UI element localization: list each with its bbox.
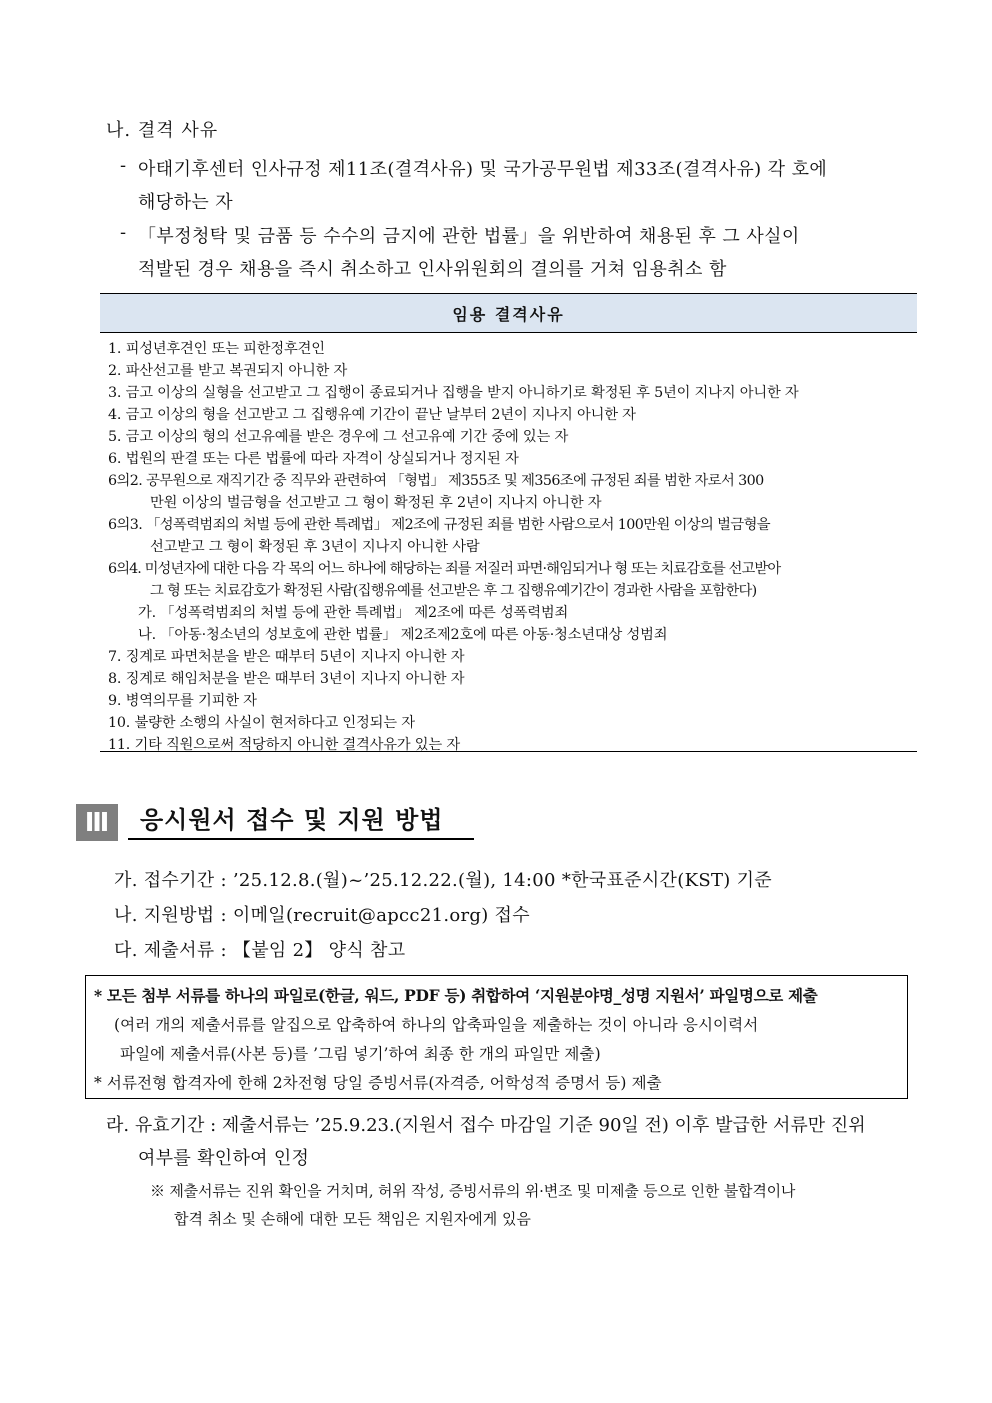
bullet-text: 「부정청탁 및 금품 등 수수의 금지에 관한 법률」을 위반하여 채용된 후 그 사실이 [138, 226, 800, 247]
table-row: 11. 기타 직원으로써 적당하지 아니한 결격사유가 있는 자 [108, 737, 460, 753]
submission-notice-box [85, 975, 908, 1099]
section-title: 응시원서 접수 및 지원 방법 [128, 800, 474, 840]
table-row: 6의4. 미성년자에 대한 다음 각 목의 어느 하나에 해당하는 죄를 저질러 파면·해임되거나 형 또는 치료감호를 선고받아 [108, 561, 781, 577]
validity-period-continuation: 여부를 확인하여 인정 [138, 1148, 310, 1169]
bullet-text: 적발된 경우 채용을 즉시 취소하고 인사위원회의 결의를 거쳐 임용취소 함 [138, 259, 727, 280]
table-row: 10. 불량한 소행의 사실이 현저하다고 인정되는 자 [108, 715, 415, 731]
table-subrow: 나. 「아동·청소년의 성보호에 관한 법률」 제2조제2호에 따른 아동·청소년대상 성범죄 [138, 627, 668, 643]
responsibility-note: ※ 제출서류는 진위 확인을 거치며, 허위 작성, 증빙서류의 위·변조 및 미제출 등으로 인한 불합격이나 [150, 1182, 796, 1200]
table-row: 7. 징계로 파면처분을 받은 때부터 5년이 지나지 아니한 자 [108, 649, 465, 665]
required-documents: 다. 제출서류 : 【붙임 2】 양식 참고 [114, 940, 406, 961]
notice-line: (여러 개의 제출서류를 알집으로 압축하여 하나의 압축파일을 제출하는 것이 아니라 응시이력서 [114, 1016, 759, 1034]
notice-line: * 서류전형 합격자에 한해 2차전형 당일 증빙서류(자격증, 어학성적 증명서 등) 제출 [94, 1074, 662, 1092]
table-row: 3. 금고 이상의 실형을 선고받고 그 집행이 종료되거나 집행을 받지 아니하기로 확정된 후 5년이 지나지 아니한 자 [108, 385, 799, 401]
table-row: 6의3. 「성폭력범죄의 처벌 등에 관한 특례법」 제2조에 규정된 죄를 범한 사람으로서 100만원 이상의 벌금형을 [108, 517, 771, 533]
notice-line: 파일에 제출서류(사본 등)를 ’그림 넣기’하여 최종 한 개의 파일만 제출) [120, 1045, 601, 1063]
validity-period: 라. 유효기간 : 제출서류는 ’25.9.23.(지원서 접수 마감일 기준 90일 전) 이후 발급한 서류만 진위 [106, 1115, 866, 1136]
table-title: 임용 결격사유 [100, 294, 917, 333]
notice-line: * 모든 첨부 서류를 하나의 파일로(한글, 워드, PDF 등) 취합하여 ‘지원분야명_성명 지원서’ 파일명으로 제출 [94, 986, 818, 1005]
application-period: 가. 접수기간 : ’25.12.8.(월)~’25.12.22.(월), 14:00 *한국표준시간(KST) 기준 [114, 870, 772, 891]
table-row: 8. 징계로 해임처분을 받은 때부터 3년이 지나지 아니한 자 [108, 671, 465, 687]
bullet-text: 해당하는 자 [138, 192, 234, 213]
disqualification-table [100, 293, 917, 752]
table-row: 6. 법원의 판결 또는 다른 법률에 따라 자격이 상실되거나 정지된 자 [108, 451, 519, 467]
section-number-badge: Ⅲ [76, 804, 118, 841]
table-row-continuation: 그 형 또는 치료감호가 확정된 사람(집행유예를 선고받은 후 그 집행유예기간이 경과한 사람을 포함한다) [150, 583, 757, 599]
table-row-continuation: 만원 이상의 벌금형을 선고받고 그 형이 확정된 후 2년이 지나지 아니한 자 [150, 495, 602, 511]
table-subrow: 가. 「성폭력범죄의 처벌 등에 관한 특례법」 제2조에 따른 성폭력범죄 [138, 605, 569, 621]
table-row: 5. 금고 이상의 형의 선고유예를 받은 경우에 그 선고유예 기간 중에 있는 자 [108, 429, 569, 445]
application-method: 나. 지원방법 : 이메일(recruit@apcc21.org) 접수 [114, 905, 530, 926]
table-row: 2. 파산선고를 받고 복권되지 아니한 자 [108, 363, 348, 379]
bullet-text: 아태기후센터 인사규정 제11조(결격사유) 및 국가공무원법 제33조(결격사유) 각 호에 [138, 159, 828, 180]
table-row: 1. 피성년후견인 또는 피한정후견인 [108, 341, 325, 357]
bullet-dash: - [120, 155, 127, 176]
table-row-continuation: 선고받고 그 형이 확정된 후 3년이 지나지 아니한 사람 [150, 539, 480, 555]
table-row: 6의2. 공무원으로 재직기간 중 직무와 관련하여 「형법」 제355조 및 제356조에 규정된 죄를 범한 자로서 300 [108, 473, 764, 489]
bullet-dash: - [120, 222, 127, 243]
section-heading-disqualification: 나. 결격 사유 [106, 120, 219, 141]
table-row: 9. 병역의무를 기피한 자 [108, 693, 257, 709]
responsibility-note-continuation: 합격 취소 및 손해에 대한 모든 책임은 지원자에게 있음 [174, 1210, 531, 1228]
table-row: 4. 금고 이상의 형을 선고받고 그 집행유예 기간이 끝난 날부터 2년이 지나지 아니한 자 [108, 407, 636, 423]
